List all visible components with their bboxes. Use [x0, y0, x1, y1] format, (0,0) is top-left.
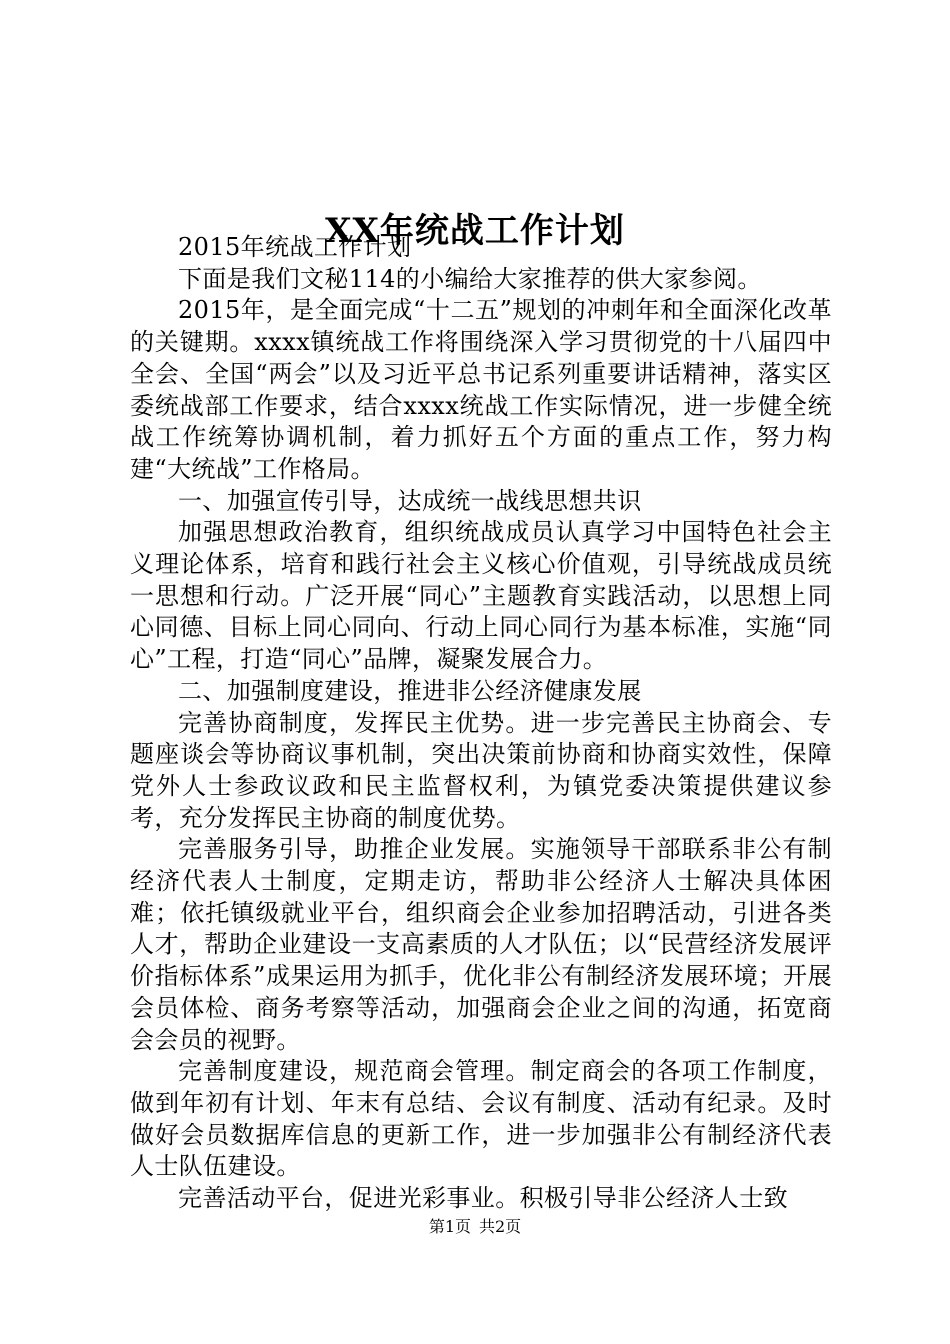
overview-paragraph: 2015年，是全面完成“十二五”规划的冲刺年和全面深化改革的关键期。xxxx镇统战工作将围绕深入学习贯彻党的十八届四中全会、全国“两会”以及习近平总书记系列重要讲话精神，落实区委统战部工作要求，结合xxxx统战工作实际情况，进一步健全统战工作统筹协调机制，着力抓好五个方面的重点工作，努力构建“大统战”工作格局。	[130, 296, 832, 483]
document-title: XX年统战工作计划	[325, 210, 625, 251]
activity-paragraph: 完善活动平台，促进光彩事业。积极引导非公经济人士致	[178, 1184, 788, 1213]
page-footer	[0, 1216, 950, 1238]
service-paragraph: 完善服务引导，助推企业发展。实施领导干部联系非公有制经济代表人士制度，定期走访，帮助非公经济人士解决具体困难；依托镇级就业平台，组织商会企业参加招聘活动，引进各类人才，帮助企业建设一支高素质的人才队伍；以“民营经济发展评价指标体系”成果运用为抓手，优化非公有制经济发展环境；开展会员体检、商务考察等活动，加强商会企业之间的沟通，拓宽商会会员的视野。	[130, 835, 832, 1054]
consultation-paragraph: 完善协商制度，发挥民主优势。进一步完善民主协商会、专题座谈会等协商议事机制，突出决策前协商和协商实效性，保障党外人士参政议政和民主监督权利，为镇党委决策提供建议参考，充分发挥民主协商的制度优势。	[130, 708, 832, 832]
section-heading-2: 二、加强制度建设，推进非公经济健康发展	[178, 676, 642, 705]
page-total: 共2页	[479, 1217, 522, 1236]
intro-paragraph: 下面是我们文秘114的小编给大家推荐的供大家参阅。	[178, 264, 762, 293]
section-1-paragraph: 加强思想政治教育，组织统战成员认真学习中国特色社会主义理论体系，培育和践行社会主义核心价值观，引导统战成员统一思想和行动。广泛开展“同心”主题教育实践活动，以思想上同心同德、目标上同心同向、行动上同心同行为基本标准，实施“同心”工程，打造“同心”品牌，凝聚发展合力。	[130, 518, 832, 674]
section-heading-1: 一、加强宣传引导，达成统一战线思想共识	[178, 486, 642, 515]
document-body	[130, 232, 832, 1215]
page-number: 第1页	[428, 1217, 471, 1236]
management-paragraph: 完善制度建设，规范商会管理。制定商会的各项工作制度，做到年初有计划、年末有总结、会议有制度、活动有纪录。及时做好会员数据库信息的更新工作，进一步加强非公有制经济代表人士队伍建设。	[130, 1057, 832, 1181]
subtitle-paragraph: 2015年统战工作计划	[178, 233, 412, 261]
